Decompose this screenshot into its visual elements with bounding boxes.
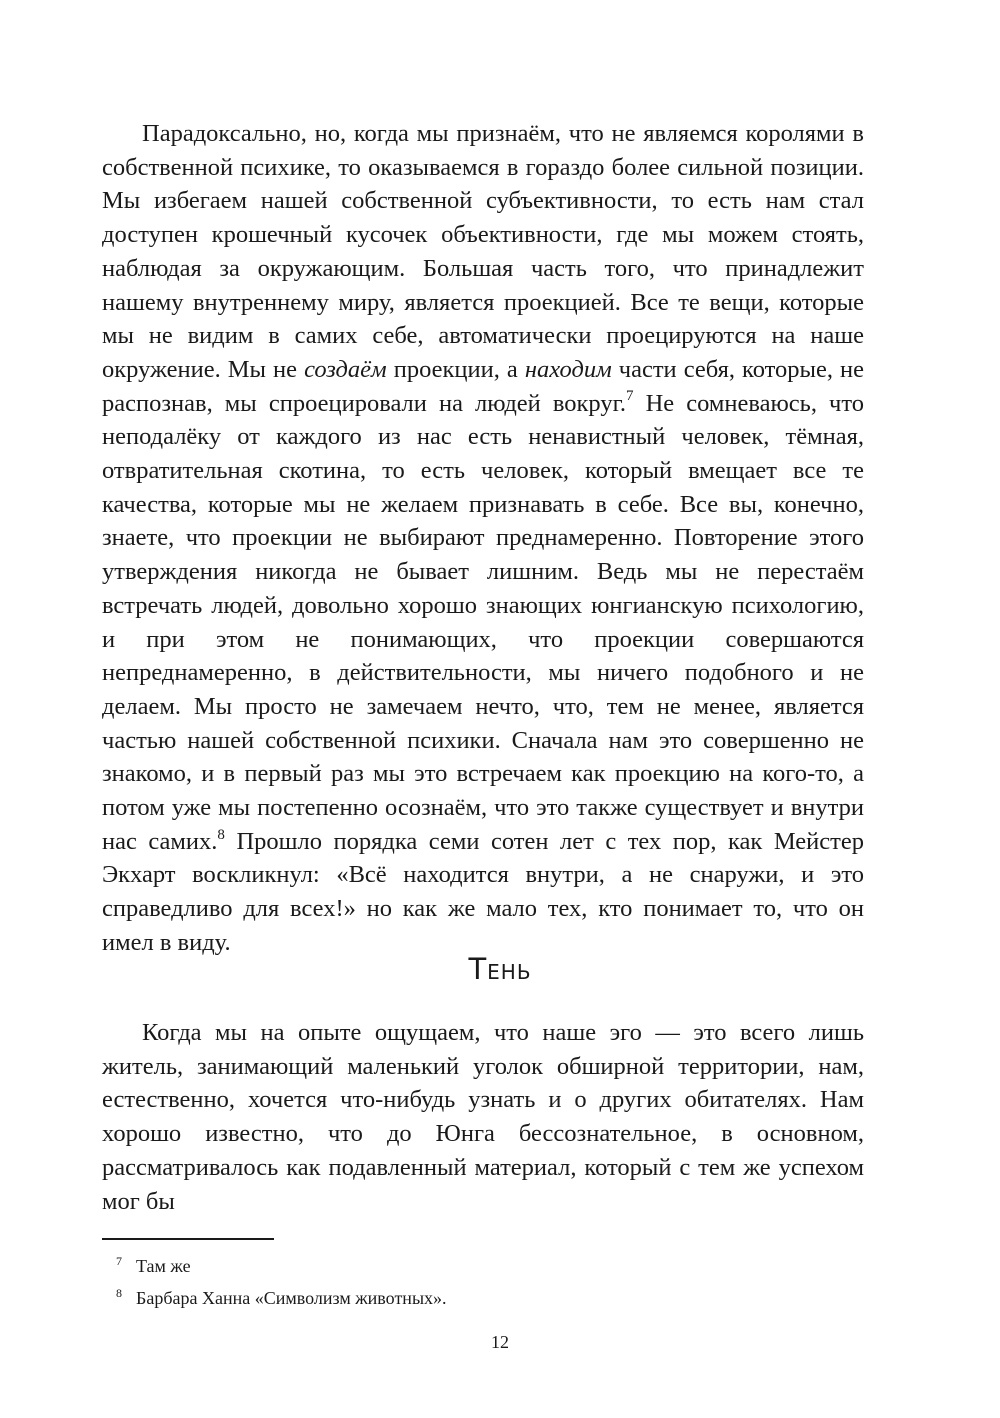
para1-text-1: Парадоксально, но, когда мы признаём, что не являемся королями в собственной психике, то оказываемся в гораздо более сильной позиции. Мы избегаем нашей собственной субъективности, то есть нам стал доступен крошечный кусочек объективности, где мы можем стоять, наблюдая за окружающим. Большая часть того, что принадлежит нашему внутреннему миру, является проекцией. Все те вещи, которые мы не видим в самих себе, автоматически проецируются на наше окружение. Мы не bbox=[102, 120, 864, 383]
footnote-text: Там же bbox=[136, 1256, 191, 1276]
para1-emphasis-find: находим bbox=[524, 355, 612, 383]
footnote-8: 8 Барбара Ханна «Символизм животных». bbox=[116, 1286, 447, 1308]
para1-text-5: Прошло порядка семи сотен лет с тех пор, как Мейстер Экхарт воскликнул: «Всё находится внутри, а не снаружи, и это справедливо для всех!» но как же мало тех, кто понимает то, что он имел в виду. bbox=[102, 827, 864, 956]
footnote-7: 7 Там же bbox=[116, 1254, 191, 1276]
footnote-ref-8[interactable]: 8 bbox=[217, 826, 225, 843]
page-number: 12 bbox=[491, 1332, 509, 1352]
para1-text-3: части себя, которые, не распознав, мы спроецировали на людей вокруг. bbox=[102, 355, 864, 417]
footnote-divider bbox=[102, 1238, 274, 1240]
footnote-ref-7[interactable]: 7 bbox=[626, 388, 634, 405]
body-paragraph-projection bbox=[102, 117, 864, 960]
para1-emphasis-create: создаём bbox=[304, 355, 387, 383]
para1-text-4: Не сомневаюсь, что неподалёку от каждого из нас есть ненавистный человек, тёмная, отвратительная скотина, то есть человек, который вмещает все те качества, которые мы не желаем признавать в себе. Все вы, конечно, знаете, что проекции не выбирают преднамеренно. Повторение этого утверждения никогда не бывает лишним. Ведь мы не перестаём встречать людей, довольно хорошо знающих юнгианскую психологию, и при этом не понимающих, что проекции совершаются непреднамеренно, в действительности, мы ничего подобного и не делаем. Мы просто не замечаем нечто, что, тем не менее, является частью нашей собственной психики. Сначала нам это совершенно не знакомо, и в первый раз мы это встречаем как проекцию на кого-то, а потом уже мы постепенно осознаём, что это также существует и внутри нас самих. bbox=[102, 389, 864, 855]
section-heading: Тень bbox=[468, 952, 532, 986]
footnote-text: Барбара Ханна «Символизм животных». bbox=[136, 1288, 447, 1308]
body-paragraph-shadow: Когда мы на опыте ощущаем, что наше эго — это всего лишь житель, занимающий маленький уголок обширной территории, нам, естественно, хочется что-нибудь узнать и о других обитателях. Нам хорошо известно, что до Юнга бессознательное, в основном, рассматривалось как подавленный материал, который с тем же успехом мог бы bbox=[102, 1019, 864, 1215]
para1-text-2: проекции, а bbox=[393, 355, 518, 383]
